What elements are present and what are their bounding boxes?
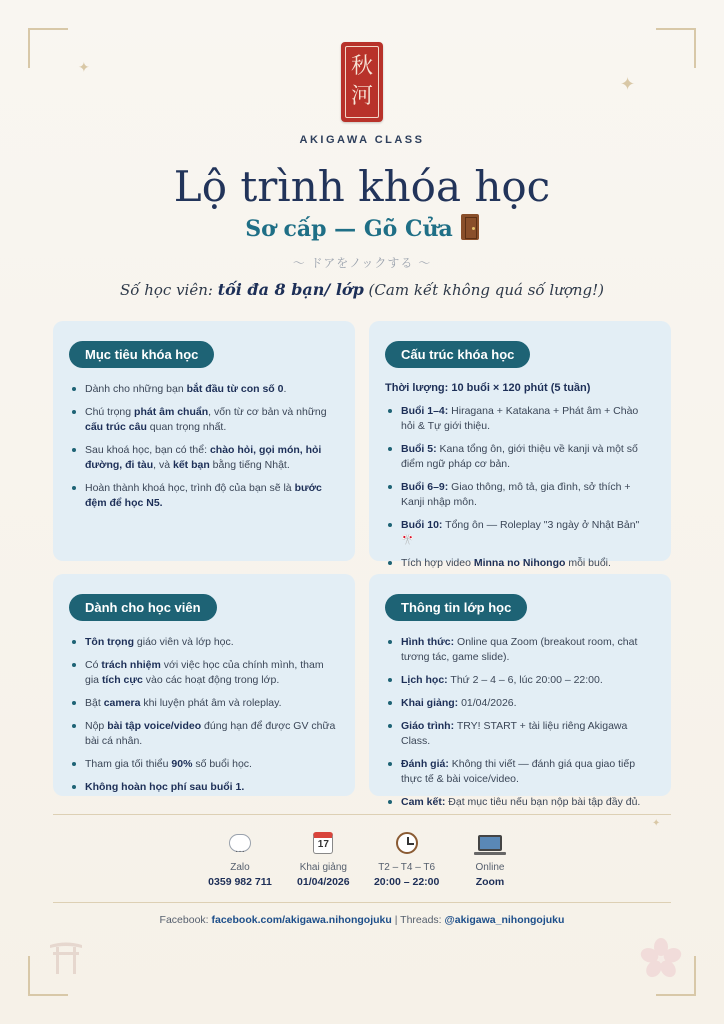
threads-link[interactable]: @akigawa_nihongojuku	[444, 914, 565, 926]
list-item	[69, 719, 339, 749]
corner-ornament	[28, 28, 68, 68]
list-item	[385, 518, 655, 548]
list-item	[69, 405, 339, 435]
item-emphasis: Buổi 1–4:	[401, 405, 449, 417]
item-emphasis: bắt đầu từ con số 0	[186, 383, 284, 395]
item-text: Tích hợp video	[401, 557, 474, 569]
student-limit-prefix: Số học viên:	[119, 281, 218, 299]
separator: |	[391, 914, 401, 926]
item-text: giáo viên và lớp học.	[133, 636, 234, 648]
item-text: .	[283, 383, 287, 395]
goals-heading: Mục tiêu khóa học	[69, 341, 214, 368]
threads-label: Threads:	[400, 914, 445, 926]
student-limit-suffix: (Cam kết không quá số lượng!)	[363, 281, 604, 299]
item-text: vào các hoạt động trong lớp.	[142, 674, 280, 686]
item-emphasis: phát âm chuẩn	[134, 406, 209, 418]
list-item	[69, 757, 339, 772]
contact-schedule	[367, 830, 447, 888]
item-emphasis: kết bạn	[173, 459, 210, 471]
item-text: Kana tổng ôn, giới thiệu về kanji và một số điểm ngữ pháp cơ bản.	[401, 443, 638, 470]
item-text: với việc học của chính mình, tham gia	[85, 659, 324, 686]
contact-online	[450, 830, 530, 888]
list-item	[385, 442, 655, 472]
item-text: Hiragana + Katakana + Phát âm + Chào hỏi & Tự giới thiệu.	[401, 405, 639, 432]
student-limit-value: tối đa 8 bạn/ lớp	[217, 280, 364, 299]
sparkle-icon: ✦	[78, 60, 90, 76]
item-emphasis: chào hỏi, gọi món, hỏi đường, đi tàu	[85, 444, 322, 471]
item-emphasis: 90%	[171, 758, 193, 770]
list-item	[385, 696, 655, 711]
contact-label: Zalo	[230, 862, 250, 873]
calendar-icon: 17	[313, 832, 333, 854]
student-rules-heading: Dành cho học viên	[69, 594, 217, 621]
class-info-list	[385, 635, 655, 810]
structure-card	[369, 321, 671, 569]
item-text: Online qua Zoom (breakout room, chat tương tác, game slide).	[401, 636, 638, 663]
item-text: 01/04/2026.	[458, 697, 517, 709]
structure-list	[385, 404, 655, 571]
list-item	[385, 673, 655, 688]
sakura-icon	[640, 938, 682, 980]
contact-label: Khai giảng	[299, 862, 347, 873]
subtitle-text: Sơ cấp — Gõ Cửa	[245, 216, 453, 242]
item-text: , vốn từ cơ bản và những	[208, 406, 327, 418]
item-emphasis: Minna no Nihongo	[473, 557, 566, 569]
item-text: Chú trọng	[85, 406, 135, 418]
item-emphasis: bài tập voice/video	[107, 720, 202, 732]
door-icon	[461, 214, 479, 240]
item-text: mỗi buổi.	[565, 557, 611, 569]
contact-label: Online	[475, 862, 505, 873]
brand-name: AKIGAWA CLASS	[299, 134, 425, 146]
sparkle-icon: ✦	[652, 818, 661, 829]
list-item	[69, 443, 339, 473]
divider	[53, 814, 671, 815]
item-emphasis: Buổi 10:	[401, 519, 443, 531]
list-item	[385, 757, 655, 787]
item-emphasis: Lịch học:	[401, 674, 448, 686]
contact-value: Zoom	[475, 876, 505, 888]
chat-icon: ···	[229, 834, 251, 852]
item-text: Dành cho những bạn	[85, 383, 187, 395]
contact-value: 0359 982 711	[208, 876, 272, 888]
contact-bar	[200, 830, 530, 888]
item-text: Thứ 2 – 4 – 6, lúc 20:00 – 22:00.	[447, 674, 603, 686]
item-emphasis: Không hoàn học phí sau buổi 1.	[85, 781, 245, 793]
list-item	[385, 719, 655, 749]
item-text: Hoàn thành khoá học, trình độ của bạn sẽ là	[85, 482, 295, 494]
clock-icon	[396, 832, 418, 854]
seal-char: 秋	[350, 54, 373, 79]
facebook-link[interactable]: facebook.com/akigawa.nihongojuku	[211, 914, 392, 926]
page-title: Lộ trình khóa học	[173, 162, 551, 211]
sparkle-icon: ✦	[620, 74, 636, 95]
page-subtitle	[0, 214, 724, 242]
item-text: Bật	[85, 697, 104, 709]
student-rules-list	[69, 635, 339, 795]
item-emphasis: camera	[103, 697, 141, 709]
item-emphasis: Khai giảng:	[401, 697, 459, 709]
item-emphasis: Cam kết:	[401, 796, 446, 808]
duration-text: Thời lượng: 10 buổi × 120 phút (5 tuần)	[385, 382, 591, 394]
list-item	[385, 556, 655, 571]
list-item	[385, 635, 655, 665]
item-text: Có	[85, 659, 102, 671]
divider	[53, 902, 671, 903]
list-item	[69, 481, 339, 511]
japanese-tagline: 〜 ドアをノックする 〜	[292, 256, 432, 270]
item-emphasis: Tôn trọng	[85, 636, 134, 648]
list-item	[69, 635, 339, 650]
seal-logo	[341, 42, 383, 122]
contact-start-date	[283, 830, 363, 888]
list-item	[385, 480, 655, 510]
item-text: số buổi học.	[192, 758, 252, 770]
item-text: Đạt mục tiêu nếu bạn nộp bài tập đầy đủ.	[445, 796, 641, 808]
item-text: Không thi viết — đánh giá qua giao tiếp thực tế & bài voice/video.	[401, 758, 636, 785]
item-text: , và	[153, 459, 173, 471]
item-text: Sau khoá học, bạn có thể:	[85, 444, 210, 456]
item-emphasis: bước đệm để học N5.	[85, 482, 322, 509]
contact-zalo	[200, 830, 280, 888]
item-text: Giao thông, mô tả, gia đình, sở thích + Kanji nhập môn.	[401, 481, 631, 508]
item-emphasis: Buổi 5:	[401, 443, 437, 455]
item-text: bằng tiếng Nhật.	[209, 459, 290, 471]
laptop-icon	[478, 835, 502, 851]
item-emphasis: trách nhiệm	[101, 659, 161, 671]
goals-list	[69, 382, 339, 511]
corner-ornament	[656, 28, 696, 68]
item-emphasis: Giáo trình:	[401, 720, 455, 732]
list-item	[69, 658, 339, 688]
contact-label: T2 – T4 – T6	[378, 862, 436, 873]
item-text: Tổng ôn — Roleplay "3 ngày ở Nhật Bản" 🎌	[401, 519, 640, 546]
item-emphasis: Hình thức:	[401, 636, 455, 648]
facebook-label: Facebook:	[159, 914, 212, 926]
goals-card	[53, 321, 355, 561]
social-links	[0, 914, 724, 926]
student-rules-card	[53, 574, 355, 796]
item-emphasis: cấu trúc câu	[85, 421, 147, 433]
contact-value: 01/04/2026	[297, 876, 350, 888]
item-text: Nộp	[85, 720, 108, 732]
class-info-heading: Thông tin lớp học	[385, 594, 527, 621]
item-emphasis: Buổi 6–9:	[401, 481, 449, 493]
item-text: TRY! START + tài liệu riêng Akigawa Class.	[401, 720, 628, 747]
contact-value: 20:00 – 22:00	[373, 876, 440, 888]
item-text: Tham gia tối thiểu	[85, 758, 172, 770]
list-item	[69, 780, 339, 795]
torii-icon	[48, 940, 84, 974]
item-text: khi luyện phát âm và roleplay.	[140, 697, 282, 709]
item-emphasis: tích cực	[101, 674, 143, 686]
class-info-card	[369, 574, 671, 808]
item-text: đúng hạn để được GV chữa bài cá nhân.	[85, 720, 336, 747]
list-item	[385, 795, 655, 810]
list-item	[385, 404, 655, 434]
seal-char: 河	[350, 84, 373, 109]
structure-heading: Cấu trúc khóa học	[385, 341, 530, 368]
item-emphasis: Đánh giá:	[401, 758, 449, 770]
list-item	[69, 696, 339, 711]
list-item	[69, 382, 339, 397]
item-text: quan trọng nhất.	[146, 421, 227, 433]
student-limit	[0, 280, 724, 299]
